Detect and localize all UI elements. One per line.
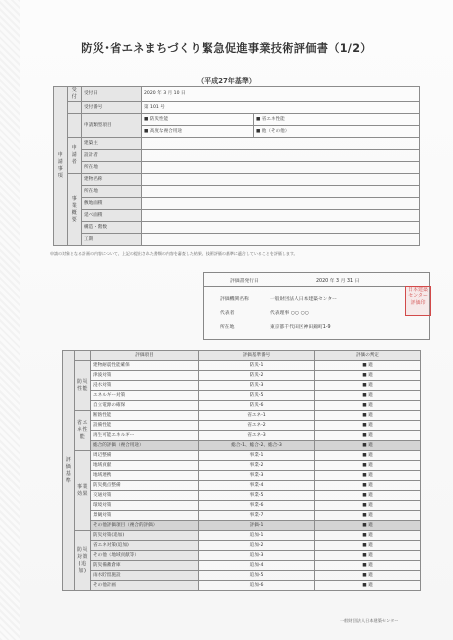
eval-row-result: ■ 適 [315, 521, 421, 531]
eval-row-code: 事業-5 [199, 491, 315, 501]
eval-row-code: 事業-7 [199, 511, 315, 521]
eval-row-code: 追加-4 [199, 561, 315, 571]
eval-row-result: ■ 適 [315, 551, 421, 561]
eval-row-result: ■ 適 [315, 361, 421, 371]
eval-group-label: 防災性能 [75, 361, 91, 411]
eval-row-code: 防災-5 [199, 391, 315, 401]
cell: 所在地 [82, 186, 142, 198]
eval-row-item: 周辺整備 [91, 451, 199, 461]
page-edge-texture [0, 0, 20, 640]
eval-row-result: ■ 適 [315, 411, 421, 421]
cell [142, 234, 420, 246]
cell [142, 186, 420, 198]
eval-row-item: その他評価項目（複合的評価） [91, 521, 199, 531]
eval-row-code: 事業-6 [199, 501, 315, 511]
eval-row-result: ■ 適 [315, 421, 421, 431]
eval-row-code: 追加-5 [199, 571, 315, 581]
cell: 延べ面積 [82, 210, 142, 222]
issue-date-value: 2020 年 3 月 31 日 [316, 279, 360, 284]
eval-row-item: 建物耐震性能確保 [91, 361, 199, 371]
address-label: 所在地 [220, 325, 235, 330]
eval-row-result: ■ 適 [315, 401, 421, 411]
eval-row-result: ■ 適 [315, 531, 421, 541]
issue-date-label: 評価書発行日 [230, 279, 259, 284]
eval-row-code: 省エネ-1 [199, 411, 315, 421]
eval-row-result: ■ 適 [315, 571, 421, 581]
cell [142, 222, 420, 234]
eval-row-code: 追加-1 [199, 531, 315, 541]
eval-row-code: 事業-1 [199, 451, 315, 461]
cell: ■ 省エネ性能 [254, 114, 420, 126]
eval-row-item: 防災備蓄倉庫 [91, 561, 199, 571]
eval-row-item: 防災拠点整備 [91, 481, 199, 491]
eval-row-item: 地域貢献 [91, 461, 199, 471]
eval-row-code: 総合-1、総合-2、総合-3 [199, 441, 315, 451]
eval-col-header: 評価の判定 [315, 351, 421, 361]
eval-row-result: ■ 適 [315, 441, 421, 451]
application-table [53, 86, 420, 246]
cell: ■ 高度な複合用途 [142, 126, 254, 138]
eval-row-item: 省エネ対策(追加) [91, 541, 199, 551]
representative-value: 代表理事 ○○ ○○ [270, 311, 309, 316]
cell: ■ 他（その他） [254, 126, 420, 138]
address-value: 東京都千代田区神田錦町1-9 [270, 325, 331, 330]
eval-row-result: ■ 適 [315, 581, 421, 591]
eval-row-code: 防災-2 [199, 371, 315, 381]
eval-row-item: 津波対策 [91, 371, 199, 381]
eval-row-item: 地域連携 [91, 471, 199, 481]
eval-row-item: 雨水貯留施設 [91, 571, 199, 581]
cell: 受付番号 [82, 102, 142, 114]
eval-row-result: ■ 適 [315, 461, 421, 471]
eval-row-result: ■ 適 [315, 471, 421, 481]
eval-row-code: 事業-3 [199, 471, 315, 481]
eval-header-spacer [75, 351, 91, 361]
cell: 構造・階数 [82, 222, 142, 234]
cell: 設計者 [82, 150, 142, 162]
eval-row-item: 交通対策 [91, 491, 199, 501]
eval-group-label: 事業効果 [75, 451, 91, 531]
eval-row-item: 環境対策 [91, 501, 199, 511]
eval-row-result: ■ 適 [315, 561, 421, 571]
eval-row-code: 事業-2 [199, 461, 315, 471]
eval-row-result: ■ 適 [315, 491, 421, 501]
eval-row-item: 景観対策 [91, 511, 199, 521]
eval-row-result: ■ 適 [315, 381, 421, 391]
eval-row-result: ■ 適 [315, 371, 421, 381]
eval-side-label: 評価基準 [63, 351, 75, 591]
note-text: 申請の対象となる計画の内容について、上記の提出された書類の内容を審査した結果、技術評価の基準に適合していることを評価します。 [50, 251, 298, 256]
cell [142, 210, 420, 222]
eval-col-header: 評価項目 [91, 351, 199, 361]
eval-row-item: 設備性能 [91, 421, 199, 431]
eval-row-result: ■ 適 [315, 501, 421, 511]
eval-row-code: 防災-6 [199, 401, 315, 411]
eval-col-header: 評価基準番号 [199, 351, 315, 361]
cell [142, 198, 420, 210]
cell: 所在地 [82, 162, 142, 174]
eval-row-item: その他計画 [91, 581, 199, 591]
eval-row-result: ■ 適 [315, 481, 421, 491]
eval-row-result: ■ 適 [315, 391, 421, 401]
agency-label: 評価機関名称 [220, 297, 249, 302]
eval-row-code: 追加-2 [199, 541, 315, 551]
cell: 2020 年 3 月 10 日 [142, 87, 420, 102]
cell [142, 174, 420, 186]
eval-row-item: その他（地域貢献等） [91, 551, 199, 561]
cell [68, 114, 82, 138]
document-subtitle: （平成27年基準） [197, 77, 256, 85]
representative-label: 代表者 [220, 311, 235, 316]
eval-row-item: 浸水対策 [91, 381, 199, 391]
footer-text: 一般財団法人日本建築センター [340, 618, 399, 623]
section-label: 申 請 事 項 [54, 87, 68, 246]
document-title: 防災･省エネまちづくり緊急促進事業技術評価書（1/2） [81, 42, 372, 55]
organization-box [203, 272, 430, 340]
official-seal: 日本建築センター評価印 [405, 286, 431, 316]
cell: 申 請 者 [68, 138, 82, 174]
cell [142, 138, 420, 150]
agency-value: 一般財団法人日本建築センター [270, 297, 337, 302]
evaluation-table [62, 350, 421, 591]
cell: 建築主 [82, 138, 142, 150]
eval-row-result: ■ 適 [315, 511, 421, 521]
cell: 受 付 [68, 87, 82, 102]
eval-row-item: 再生可能エネルギー [91, 431, 199, 441]
cell [68, 102, 82, 114]
eval-row-code: 事業-4 [199, 481, 315, 491]
eval-row-result: ■ 適 [315, 431, 421, 441]
cell: ■ 防災性能 [142, 114, 254, 126]
eval-row-code: 追加-6 [199, 581, 315, 591]
cell: 申請類型項目 [82, 114, 142, 138]
eval-row-code: 評価-1 [199, 521, 315, 531]
cell [142, 150, 420, 162]
cell: 第 101 号 [142, 102, 420, 114]
eval-row-code: 防災-1 [199, 361, 315, 371]
cell: 建物名称 [82, 174, 142, 186]
eval-group-label: 省エネ性能 [75, 411, 91, 451]
eval-row-code: 省エネ-3 [199, 431, 315, 441]
eval-row-result: ■ 適 [315, 451, 421, 461]
cell: 受付日 [82, 87, 142, 102]
cell: 工期 [82, 234, 142, 246]
eval-row-item: 自立電源の確保 [91, 401, 199, 411]
cell [142, 162, 420, 174]
cell: 敷地面積 [82, 198, 142, 210]
eval-row-result: ■ 適 [315, 541, 421, 551]
eval-row-code: 防災-3 [199, 381, 315, 391]
eval-subgroup-label: 防災対策(追加) [75, 531, 91, 591]
eval-row-code: 省エネ-2 [199, 421, 315, 431]
eval-row-item: エネルギー対策 [91, 391, 199, 401]
eval-row-item: 総合的評価（複合用途） [91, 441, 199, 451]
cell: 事 業 概 要 [68, 174, 82, 246]
eval-row-item: 防災対策(追加) [91, 531, 199, 541]
eval-row-code: 追加-3 [199, 551, 315, 561]
eval-row-item: 断熱性能 [91, 411, 199, 421]
